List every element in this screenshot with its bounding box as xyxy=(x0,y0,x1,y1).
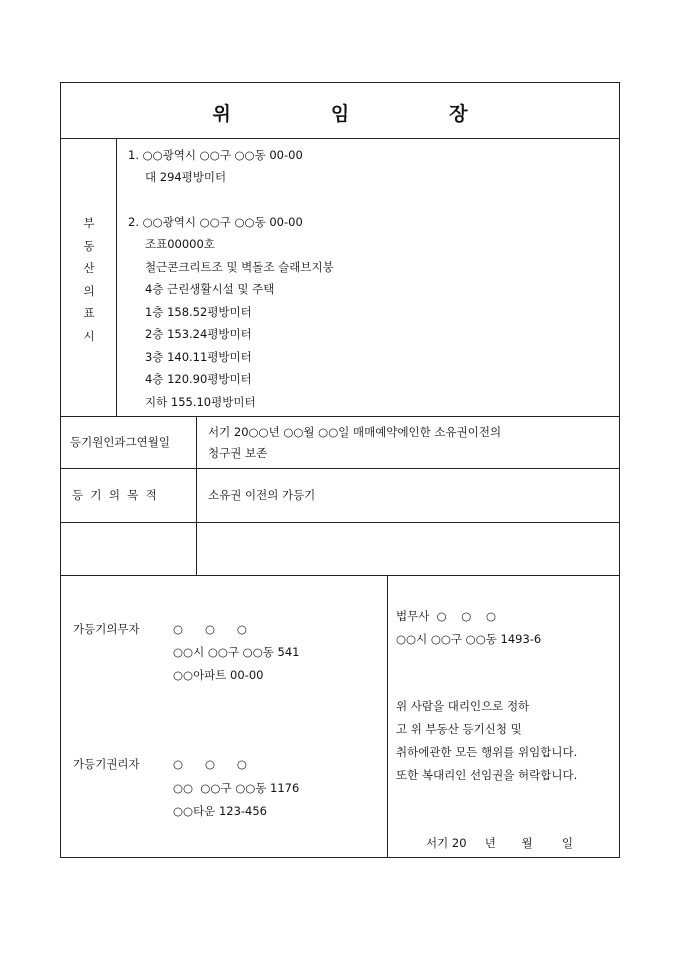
cause-line-1: 서기 20○○년 ○○월 ○○일 매매예약에인한 소유권이전의 xyxy=(208,425,502,439)
agent-statement-2: 고 위 부동산 등기신청 및 xyxy=(396,722,522,736)
title-char-1: 위 xyxy=(212,102,231,125)
property-line: 1층 158.52평방미터 xyxy=(145,305,252,319)
divider-purpose xyxy=(61,522,619,523)
divider-cause xyxy=(61,468,619,469)
cause-label: 등기원인과그연월일 xyxy=(70,435,170,449)
property-line: 2. ○○광역시 ○○구 ○○동 00-00 xyxy=(128,215,303,229)
property-line: 2층 153.24평방미터 xyxy=(145,327,252,341)
property-line: 조표00000호 xyxy=(145,237,215,251)
title-char-3: 장 xyxy=(449,102,468,125)
document-title xyxy=(61,97,619,127)
divider-agent-column xyxy=(387,575,388,857)
property-line: 3층 140.11평방미터 xyxy=(145,350,252,364)
agent-name: 법무사 ○ ○ ○ xyxy=(396,609,496,623)
divider-blank xyxy=(61,575,619,576)
side-char: 부 xyxy=(83,216,95,230)
title-char-2: 임 xyxy=(330,102,350,125)
cause-line-2: 청구권 보존 xyxy=(208,446,268,460)
side-char: 표 xyxy=(83,306,95,320)
property-line: 4층 근린생활시설 및 주택 xyxy=(145,282,275,296)
agent-address: ○○시 ○○구 ○○동 1493-6 xyxy=(396,632,542,646)
property-line: 대 294평방미터 xyxy=(145,170,227,184)
property-line: 1. ○○광역시 ○○구 ○○동 00-00 xyxy=(128,148,303,162)
holder-address-2: ○○타운 123-456 xyxy=(173,804,267,818)
obligor-name: ○ ○ ○ xyxy=(173,622,247,636)
property-line: 철근콘크리트조 및 벽돌조 슬래브지붕 xyxy=(145,260,334,274)
purpose-label: 등 기 의 목 적 xyxy=(72,488,157,502)
side-char: 동 xyxy=(83,238,95,253)
property-line: 4층 120.90평방미터 xyxy=(145,372,252,386)
property-line: 지하 155.10평방미터 xyxy=(145,395,256,409)
divider-property xyxy=(61,416,619,417)
obligor-address-2: ○○아파트 00-00 xyxy=(173,668,264,682)
divider-title xyxy=(61,138,619,139)
agent-statement-1: 위 사람을 대리인으로 정하 xyxy=(396,699,530,713)
obligor-address-1: ○○시 ○○구 ○○동 541 xyxy=(173,645,300,659)
agent-statement-4: 또한 복대리인 선임권을 허락합니다. xyxy=(396,768,578,782)
holder-address-1: ○○ ○○구 ○○동 1176 xyxy=(173,781,300,795)
power-of-attorney-form xyxy=(60,82,620,858)
holder-name: ○ ○ ○ xyxy=(173,757,247,771)
side-char: 의 xyxy=(83,283,95,298)
side-char: 시 xyxy=(83,328,95,343)
divider-label-column xyxy=(196,416,197,575)
signature-date: 서기 20 년 월 일 xyxy=(426,836,573,850)
property-side-label xyxy=(61,215,117,350)
side-char: 산 xyxy=(83,261,95,275)
agent-statement-3: 취하에관한 모든 행위를 위임합니다. xyxy=(396,745,578,759)
obligor-label: 가등기의무자 xyxy=(73,622,140,636)
purpose-value: 소유권 이전의 가등기 xyxy=(208,488,316,502)
holder-label: 가등기권리자 xyxy=(73,757,140,771)
